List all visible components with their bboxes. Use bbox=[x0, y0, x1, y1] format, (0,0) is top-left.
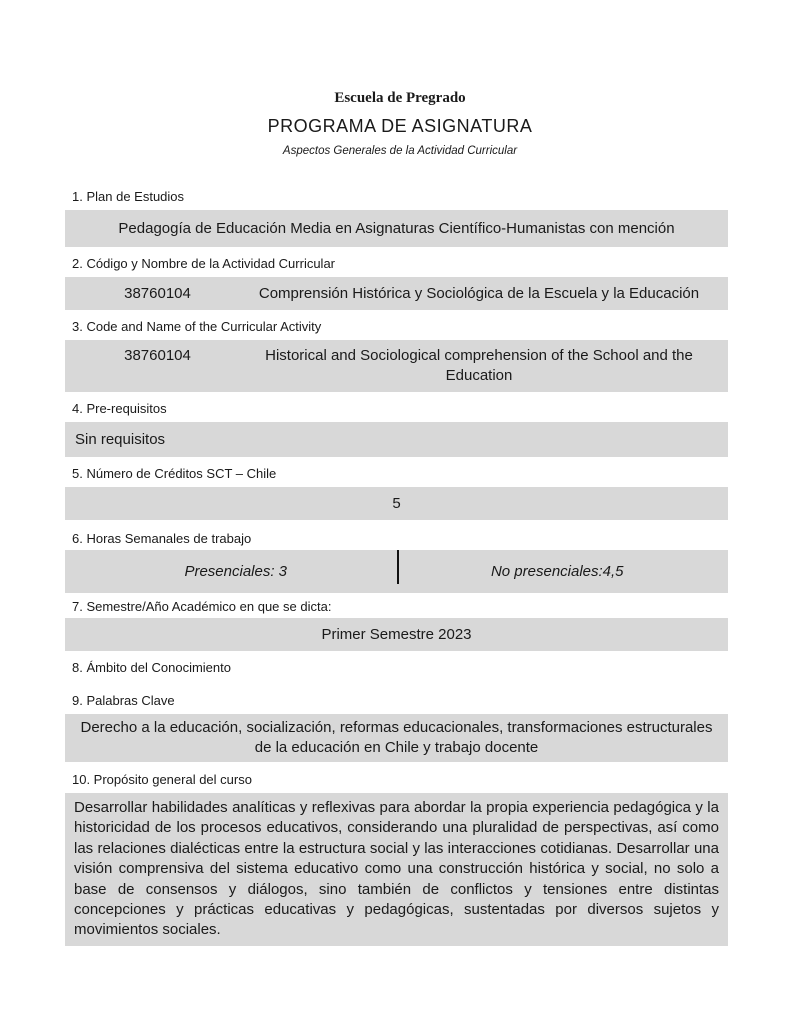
ambito-label: 8. Ámbito del Conocimiento bbox=[72, 660, 231, 675]
proposito-label: 10. Propósito general del curso bbox=[72, 772, 252, 787]
semestre-value-box: Primer Semestre 2023 bbox=[65, 618, 728, 651]
section-codigo-nombre bbox=[65, 256, 728, 310]
codigo-nombre-value-box bbox=[65, 277, 728, 310]
semestre-label: 7. Semestre/Año Académico en que se dicta: bbox=[72, 599, 332, 614]
codigo-nombre-label: 2. Código y Nombre de la Actividad Curricular bbox=[72, 256, 336, 271]
plan-de-estudios-label: 1. Plan de Estudios bbox=[72, 189, 185, 204]
document-header bbox=[0, 0, 800, 158]
column-divider bbox=[397, 550, 399, 584]
section-proposito bbox=[65, 772, 728, 946]
code-name-en-label: 3. Code and Name of the Curricular Activity bbox=[72, 319, 322, 334]
page-subtitle: Aspectos Generales de la Actividad Curricular bbox=[282, 145, 518, 157]
proposito-value-box: Desarrollar habilidades analíticas y reflexivas para abordar la propia experiencia pedagógica y la historicidad de los procesos educativos, considerando una pluralidad de perspectivas, así como las relaciones dialécticas entre la estructura social y las interacciones cotidianas. Desarrollar una visión comprensiva del sistema educativo como una construcción histórica y social, no solo a base de consensos y diálogos, sino también de conflictos y tensiones entre distintas concepciones y prácticas educativas y pedagógicas, sustentadas por diversos sujetos y movimientos sociales. bbox=[65, 793, 728, 946]
section-semestre bbox=[65, 599, 728, 651]
page-title: PROGRAMA DE ASIGNATURA bbox=[267, 116, 533, 136]
plan-de-estudios-value-box: Pedagogía de Educación Media en Asignaturas Científico-Humanistas con mención bbox=[65, 210, 728, 247]
palabras-clave-value-box: Derecho a la educación, socialización, reformas educacionales, transformaciones estructurales de la educación en Chile y trabajo docente bbox=[65, 714, 728, 762]
section-horas-semanales bbox=[65, 531, 728, 593]
section-code-name-en bbox=[65, 319, 728, 392]
section-plan-de-estudios bbox=[65, 189, 728, 247]
section-creditos bbox=[65, 466, 728, 520]
prerequisitos-value-box: Sin requisitos bbox=[65, 422, 728, 457]
school-name: Escuela de Pregrado bbox=[334, 90, 466, 106]
curso-nombre: Comprensión Histórica y Sociológica de la Escuela y la Educación bbox=[258, 285, 700, 302]
creditos-value-box: 5 bbox=[65, 487, 728, 520]
horas-semanales-value-box bbox=[65, 550, 728, 593]
section-palabras-clave bbox=[65, 693, 728, 762]
horas-no-presenciales: No presenciales:4,5 bbox=[490, 563, 624, 580]
course-code-en: 38760104 bbox=[124, 347, 191, 364]
prerequisitos-label: 4. Pre-requisitos bbox=[72, 401, 167, 416]
horas-presenciales: Presenciales: 3 bbox=[184, 563, 288, 580]
palabras-clave-label: 9. Palabras Clave bbox=[72, 693, 175, 708]
curso-codigo: 38760104 bbox=[124, 285, 191, 302]
form-content bbox=[65, 189, 728, 946]
course-name-en: Historical and Sociological comprehension of the School and the Education bbox=[265, 347, 693, 384]
section-ambito bbox=[65, 660, 728, 676]
horas-semanales-label: 6. Horas Semanales de trabajo bbox=[72, 531, 252, 546]
section-prerequisitos bbox=[65, 401, 728, 457]
code-name-en-value-box bbox=[65, 340, 728, 392]
creditos-label: 5. Número de Créditos SCT – Chile bbox=[72, 466, 277, 481]
